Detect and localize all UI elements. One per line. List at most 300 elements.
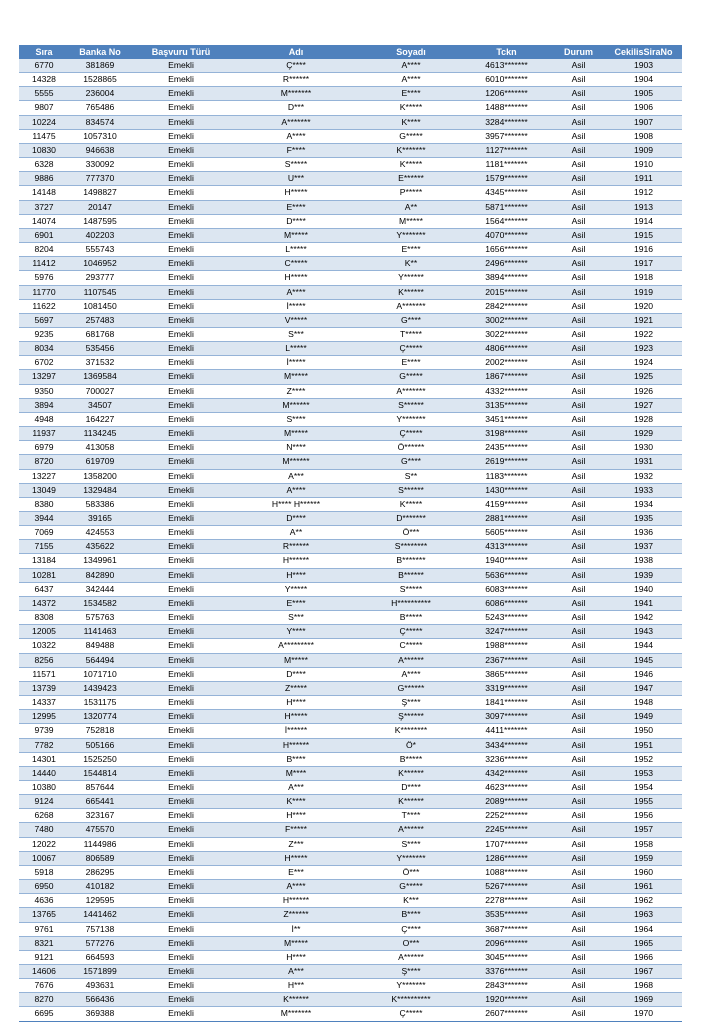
cell-soyadi: K********** (361, 993, 461, 1007)
cell-tckn: 4159******* (461, 497, 552, 511)
cell-tckn: 5605******* (461, 526, 552, 540)
cell-adi: L***** (231, 342, 361, 356)
cell-adi: H*** (231, 979, 361, 993)
cell-basvuru-turu: Emekli (131, 993, 231, 1007)
cell-soyadi: K***** (361, 101, 461, 115)
cell-banka-no: 1134245 (69, 427, 131, 441)
cell-adi: M***** (231, 427, 361, 441)
table-row (19, 469, 682, 483)
cell-basvuru-turu: Emekli (131, 398, 231, 412)
cell-tckn: 1579******* (461, 172, 552, 186)
cell-tckn: 3097******* (461, 710, 552, 724)
cell-tckn: 5243******* (461, 611, 552, 625)
cell-durum: Asil (552, 214, 605, 228)
cell-durum: Asil (552, 766, 605, 780)
cell-banka-no: 834574 (69, 115, 131, 129)
cell-sira: 10322 (19, 639, 69, 653)
cell-banka-no: 1439423 (69, 681, 131, 695)
cell-cekilis-sira-no: 1906 (605, 101, 682, 115)
cell-sira: 14074 (19, 214, 69, 228)
cell-tckn: 1088******* (461, 865, 552, 879)
cell-basvuru-turu: Emekli (131, 738, 231, 752)
cell-soyadi: D******* (361, 512, 461, 526)
table-row (19, 115, 682, 129)
cell-durum: Asil (552, 554, 605, 568)
cell-durum: Asil (552, 738, 605, 752)
cell-soyadi: A**** (361, 667, 461, 681)
cell-banka-no: 575763 (69, 611, 131, 625)
cell-basvuru-turu: Emekli (131, 143, 231, 157)
cell-tckn: 4623******* (461, 780, 552, 794)
cell-durum: Asil (552, 639, 605, 653)
cell-durum: Asil (552, 979, 605, 993)
cell-basvuru-turu: Emekli (131, 809, 231, 823)
cell-basvuru-turu: Emekli (131, 455, 231, 469)
cell-durum: Asil (552, 512, 605, 526)
cell-tckn: 4342******* (461, 766, 552, 780)
cell-adi: H***** (231, 851, 361, 865)
cell-adi: V***** (231, 313, 361, 327)
cell-soyadi: Ö* (361, 738, 461, 752)
table-header (19, 45, 682, 59)
cell-banka-no: 1528865 (69, 73, 131, 87)
cell-sira: 13297 (19, 370, 69, 384)
cell-soyadi: C***** (361, 639, 461, 653)
results-sheet (19, 45, 682, 1022)
cell-adi: N**** (231, 441, 361, 455)
cell-soyadi: Y******* (361, 851, 461, 865)
cell-banka-no: 129595 (69, 894, 131, 908)
table-row (19, 780, 682, 794)
table-row (19, 611, 682, 625)
cell-cekilis-sira-no: 1965 (605, 936, 682, 950)
cell-soyadi: Ç***** (361, 427, 461, 441)
cell-adi: L***** (231, 243, 361, 257)
cell-soyadi: A******* (361, 299, 461, 313)
cell-adi: S*** (231, 611, 361, 625)
cell-banka-no: 757138 (69, 922, 131, 936)
cell-banka-no: 1487595 (69, 214, 131, 228)
cell-basvuru-turu: Emekli (131, 384, 231, 398)
cell-cekilis-sira-no: 1958 (605, 837, 682, 851)
cell-adi: H***** (231, 186, 361, 200)
table-row (19, 865, 682, 879)
cell-cekilis-sira-no: 1945 (605, 653, 682, 667)
table-row (19, 73, 682, 87)
cell-durum: Asil (552, 313, 605, 327)
cell-basvuru-turu: Emekli (131, 908, 231, 922)
table-row (19, 880, 682, 894)
cell-soyadi: K******** (361, 724, 461, 738)
cell-durum: Asil (552, 285, 605, 299)
cell-banka-no: 1544814 (69, 766, 131, 780)
table-row (19, 285, 682, 299)
cell-basvuru-turu: Emekli (131, 837, 231, 851)
cell-sira: 3727 (19, 200, 69, 214)
cell-adi: Y**** (231, 625, 361, 639)
cell-cekilis-sira-no: 1917 (605, 257, 682, 271)
cell-basvuru-turu: Emekli (131, 497, 231, 511)
cell-durum: Asil (552, 625, 605, 639)
cell-durum: Asil (552, 384, 605, 398)
cell-banka-no: 164227 (69, 412, 131, 426)
cell-banka-no: 765486 (69, 101, 131, 115)
table-row (19, 370, 682, 384)
cell-adi: A*** (231, 965, 361, 979)
cell-adi: A*** (231, 469, 361, 483)
table-row (19, 427, 682, 441)
cell-cekilis-sira-no: 1937 (605, 540, 682, 554)
cell-soyadi: P***** (361, 186, 461, 200)
cell-sira: 9761 (19, 922, 69, 936)
table-row (19, 129, 682, 143)
cell-cekilis-sira-no: 1910 (605, 158, 682, 172)
cell-tckn: 4070******* (461, 228, 552, 242)
cell-durum: Asil (552, 880, 605, 894)
cell-soyadi: H********** (361, 596, 461, 610)
table-row (19, 979, 682, 993)
cell-adi: H***** (231, 271, 361, 285)
cell-adi: M******* (231, 87, 361, 101)
cell-sira: 6437 (19, 582, 69, 596)
cell-durum: Asil (552, 950, 605, 964)
table-body (19, 59, 682, 1021)
cell-soyadi: E****** (361, 172, 461, 186)
cell-durum: Asil (552, 412, 605, 426)
cell-adi: M***** (231, 370, 361, 384)
table-row (19, 724, 682, 738)
cell-durum: Asil (552, 143, 605, 157)
cell-cekilis-sira-no: 1952 (605, 752, 682, 766)
cell-soyadi: G***** (361, 370, 461, 384)
cell-cekilis-sira-no: 1924 (605, 356, 682, 370)
cell-basvuru-turu: Emekli (131, 540, 231, 554)
cell-cekilis-sira-no: 1931 (605, 455, 682, 469)
cell-banka-no: 535456 (69, 342, 131, 356)
cell-soyadi: A**** (361, 73, 461, 87)
cell-adi: D**** (231, 667, 361, 681)
table-row (19, 540, 682, 554)
cell-sira: 14606 (19, 965, 69, 979)
cell-sira: 7676 (19, 979, 69, 993)
cell-durum: Asil (552, 257, 605, 271)
cell-basvuru-turu: Emekli (131, 611, 231, 625)
cell-adi: K**** (231, 795, 361, 809)
cell-sira: 14372 (19, 596, 69, 610)
cell-banka-no: 424553 (69, 526, 131, 540)
cell-sira: 7480 (19, 823, 69, 837)
cell-sira: 9124 (19, 795, 69, 809)
cell-sira: 6268 (19, 809, 69, 823)
cell-adi: S***** (231, 158, 361, 172)
cell-tckn: 4313******* (461, 540, 552, 554)
table-row (19, 752, 682, 766)
cell-adi: D**** (231, 512, 361, 526)
cell-adi: S*** (231, 327, 361, 341)
cell-soyadi: S******** (361, 540, 461, 554)
cell-adi: S**** (231, 412, 361, 426)
cell-basvuru-turu: Emekli (131, 936, 231, 950)
cell-cekilis-sira-no: 1969 (605, 993, 682, 1007)
cell-sira: 7155 (19, 540, 69, 554)
cell-soyadi: B****** (361, 568, 461, 582)
cell-tckn: 3135******* (461, 398, 552, 412)
cell-adi: Z*** (231, 837, 361, 851)
cell-adi: H**** (231, 696, 361, 710)
cell-durum: Asil (552, 724, 605, 738)
cell-adi: M****** (231, 398, 361, 412)
cell-durum: Asil (552, 752, 605, 766)
table-row (19, 228, 682, 242)
cell-soyadi: A******* (361, 384, 461, 398)
cell-durum: Asil (552, 908, 605, 922)
cell-cekilis-sira-no: 1959 (605, 851, 682, 865)
cell-tckn: 3247******* (461, 625, 552, 639)
cell-cekilis-sira-no: 1909 (605, 143, 682, 157)
cell-sira: 3894 (19, 398, 69, 412)
cell-durum: Asil (552, 427, 605, 441)
cell-basvuru-turu: Emekli (131, 73, 231, 87)
cell-tckn: 2619******* (461, 455, 552, 469)
cell-adi: M***** (231, 936, 361, 950)
cell-adi: M***** (231, 228, 361, 242)
table-row (19, 398, 682, 412)
cell-basvuru-turu: Emekli (131, 823, 231, 837)
cell-tckn: 3535******* (461, 908, 552, 922)
cell-adi: M***** (231, 653, 361, 667)
cell-durum: Asil (552, 398, 605, 412)
cell-sira: 8720 (19, 455, 69, 469)
cell-soyadi: G****** (361, 681, 461, 695)
cell-tckn: 3198******* (461, 427, 552, 441)
cell-sira: 10281 (19, 568, 69, 582)
cell-basvuru-turu: Emekli (131, 87, 231, 101)
table-row (19, 809, 682, 823)
cell-basvuru-turu: Emekli (131, 795, 231, 809)
cell-durum: Asil (552, 342, 605, 356)
cell-banka-no: 1046952 (69, 257, 131, 271)
cell-adi: H**** H****** (231, 497, 361, 511)
cell-durum: Asil (552, 696, 605, 710)
cell-basvuru-turu: Emekli (131, 780, 231, 794)
cell-banka-no: 381869 (69, 59, 131, 73)
cell-tckn: 2252******* (461, 809, 552, 823)
cell-adi: H**** (231, 809, 361, 823)
cell-soyadi: G**** (361, 455, 461, 469)
cell-banka-no: 946638 (69, 143, 131, 157)
cell-basvuru-turu: Emekli (131, 271, 231, 285)
cell-tckn: 4345******* (461, 186, 552, 200)
cell-sira: 4948 (19, 412, 69, 426)
cell-sira: 12995 (19, 710, 69, 724)
cell-soyadi: K******* (361, 143, 461, 157)
table-row (19, 795, 682, 809)
table-row (19, 214, 682, 228)
cell-cekilis-sira-no: 1904 (605, 73, 682, 87)
table-row (19, 512, 682, 526)
cell-cekilis-sira-no: 1970 (605, 1007, 682, 1021)
cell-adi: F**** (231, 143, 361, 157)
cell-sira: 8380 (19, 497, 69, 511)
cell-durum: Asil (552, 370, 605, 384)
column-header-durum: Durum (552, 45, 605, 59)
cell-banka-no: 1531175 (69, 696, 131, 710)
cell-basvuru-turu: Emekli (131, 724, 231, 738)
cell-banka-no: 39165 (69, 512, 131, 526)
cell-durum: Asil (552, 540, 605, 554)
cell-sira: 5918 (19, 865, 69, 879)
cell-cekilis-sira-no: 1907 (605, 115, 682, 129)
cell-sira: 9121 (19, 950, 69, 964)
cell-basvuru-turu: Emekli (131, 441, 231, 455)
cell-banka-no: 555743 (69, 243, 131, 257)
cell-tckn: 1841******* (461, 696, 552, 710)
cell-tckn: 3687******* (461, 922, 552, 936)
cell-cekilis-sira-no: 1925 (605, 370, 682, 384)
cell-tckn: 1988******* (461, 639, 552, 653)
table-row (19, 356, 682, 370)
table-row (19, 922, 682, 936)
cell-soyadi: Ç***** (361, 342, 461, 356)
cell-cekilis-sira-no: 1919 (605, 285, 682, 299)
cell-basvuru-turu: Emekli (131, 766, 231, 780)
cell-adi: C***** (231, 257, 361, 271)
cell-soyadi: Ç***** (361, 1007, 461, 1021)
cell-durum: Asil (552, 568, 605, 582)
cell-durum: Asil (552, 710, 605, 724)
cell-soyadi: K****** (361, 285, 461, 299)
cell-soyadi: S****** (361, 483, 461, 497)
cell-cekilis-sira-no: 1949 (605, 710, 682, 724)
cell-durum: Asil (552, 228, 605, 242)
table-row (19, 243, 682, 257)
cell-tckn: 1127******* (461, 143, 552, 157)
cell-basvuru-turu: Emekli (131, 1007, 231, 1021)
cell-sira: 12005 (19, 625, 69, 639)
cell-tckn: 2843******* (461, 979, 552, 993)
cell-basvuru-turu: Emekli (131, 667, 231, 681)
cell-durum: Asil (552, 582, 605, 596)
table-row (19, 993, 682, 1007)
cell-tckn: 3451******* (461, 412, 552, 426)
cell-sira: 14337 (19, 696, 69, 710)
cell-durum: Asil (552, 795, 605, 809)
table-row (19, 851, 682, 865)
cell-sira: 5976 (19, 271, 69, 285)
cell-basvuru-turu: Emekli (131, 894, 231, 908)
cell-sira: 12022 (19, 837, 69, 851)
cell-adi: H**** (231, 568, 361, 582)
table-row (19, 554, 682, 568)
cell-adi: Y***** (231, 582, 361, 596)
cell-sira: 4636 (19, 894, 69, 908)
cell-durum: Asil (552, 596, 605, 610)
table-row (19, 313, 682, 327)
cell-cekilis-sira-no: 1961 (605, 880, 682, 894)
table-row (19, 384, 682, 398)
cell-adi: R****** (231, 73, 361, 87)
cell-basvuru-turu: Emekli (131, 469, 231, 483)
cell-banka-no: 1441462 (69, 908, 131, 922)
cell-cekilis-sira-no: 1930 (605, 441, 682, 455)
table-row (19, 894, 682, 908)
cell-adi: H***** (231, 710, 361, 724)
cell-soyadi: B******* (361, 554, 461, 568)
cell-tckn: 1920******* (461, 993, 552, 1007)
cell-soyadi: Ö*** (361, 526, 461, 540)
cell-banka-no: 505166 (69, 738, 131, 752)
table-row (19, 965, 682, 979)
cell-banka-no: 564494 (69, 653, 131, 667)
cell-basvuru-turu: Emekli (131, 356, 231, 370)
cell-sira: 9886 (19, 172, 69, 186)
cell-sira: 6770 (19, 59, 69, 73)
cell-durum: Asil (552, 271, 605, 285)
cell-cekilis-sira-no: 1912 (605, 186, 682, 200)
table-row (19, 710, 682, 724)
cell-sira: 13227 (19, 469, 69, 483)
table-row (19, 950, 682, 964)
cell-basvuru-turu: Emekli (131, 299, 231, 313)
cell-cekilis-sira-no: 1955 (605, 795, 682, 809)
cell-soyadi: A**** (361, 59, 461, 73)
cell-banka-no: 1141463 (69, 625, 131, 639)
cell-tckn: 2278******* (461, 894, 552, 908)
cell-soyadi: B***** (361, 611, 461, 625)
cell-tckn: 6010******* (461, 73, 552, 87)
cell-basvuru-turu: Emekli (131, 228, 231, 242)
table-row (19, 101, 682, 115)
cell-banka-no: 20147 (69, 200, 131, 214)
cell-tckn: 3865******* (461, 667, 552, 681)
table-row (19, 483, 682, 497)
cell-soyadi: Y******* (361, 979, 461, 993)
cell-soyadi: G***** (361, 129, 461, 143)
table-row (19, 526, 682, 540)
cell-basvuru-turu: Emekli (131, 596, 231, 610)
table-row (19, 696, 682, 710)
cell-soyadi: E**** (361, 87, 461, 101)
cell-adi: D**** (231, 214, 361, 228)
cell-soyadi: K***** (361, 497, 461, 511)
cell-sira: 8308 (19, 611, 69, 625)
cell-cekilis-sira-no: 1934 (605, 497, 682, 511)
cell-durum: Asil (552, 809, 605, 823)
cell-basvuru-turu: Emekli (131, 696, 231, 710)
column-header-sira: Sıra (19, 45, 69, 59)
cell-tckn: 3376******* (461, 965, 552, 979)
cell-banka-no: 849488 (69, 639, 131, 653)
cell-soyadi: A****** (361, 950, 461, 964)
cell-soyadi: Ş**** (361, 965, 461, 979)
cell-tckn: 2842******* (461, 299, 552, 313)
cell-cekilis-sira-no: 1926 (605, 384, 682, 398)
header-row (19, 45, 682, 59)
cell-soyadi: S** (361, 469, 461, 483)
cell-cekilis-sira-no: 1921 (605, 313, 682, 327)
cell-banka-no: 369388 (69, 1007, 131, 1021)
cell-basvuru-turu: Emekli (131, 752, 231, 766)
table-row (19, 568, 682, 582)
cell-soyadi: B***** (361, 752, 461, 766)
cell-soyadi: M***** (361, 214, 461, 228)
cell-sira: 8034 (19, 342, 69, 356)
draw-results-table (19, 45, 682, 1022)
cell-banka-no: 475570 (69, 823, 131, 837)
cell-durum: Asil (552, 965, 605, 979)
cell-sira: 5697 (19, 313, 69, 327)
cell-tckn: 5871******* (461, 200, 552, 214)
